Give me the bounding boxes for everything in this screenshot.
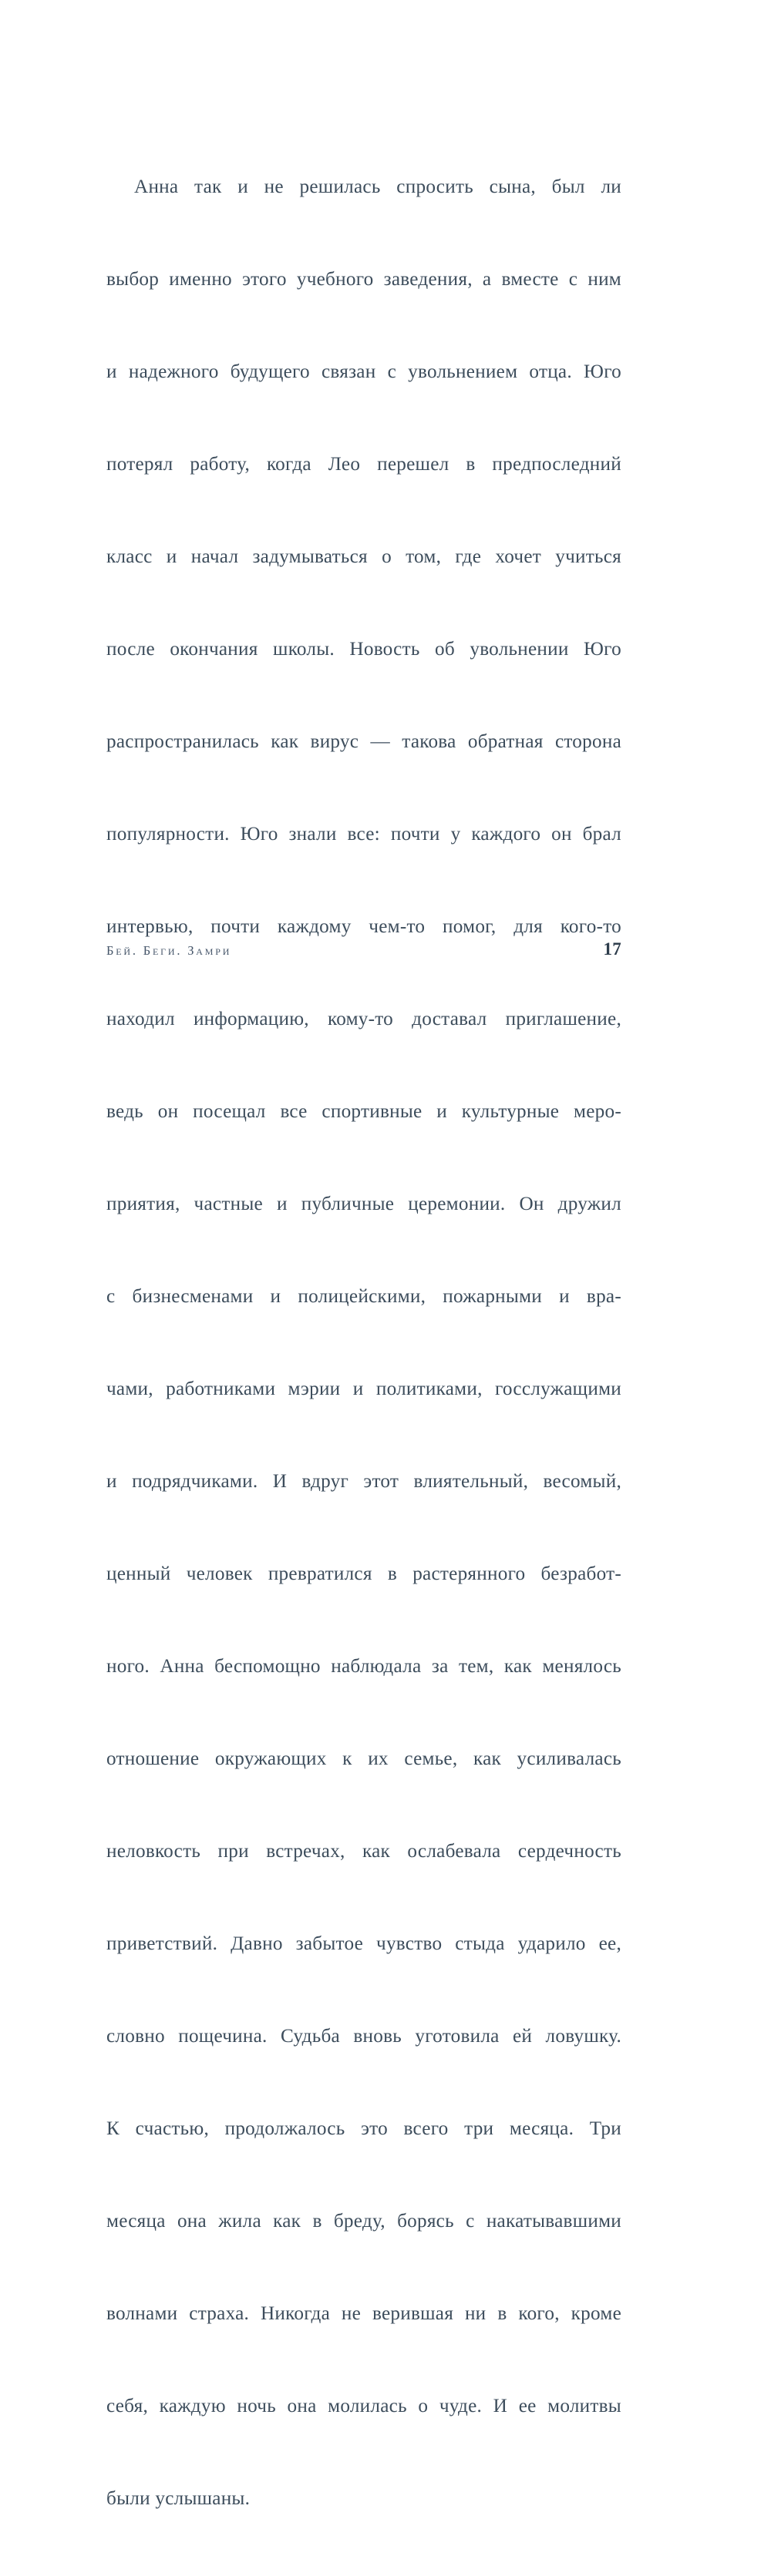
text-line: волнами страха. Никогда не верившая ни в кого, кроме [106, 2303, 621, 2324]
text-line: месяца она жила как в бреду, борясь с накатывавшими [106, 2211, 621, 2232]
text-line: К счастью, продолжалось это всего три месяца. Три [106, 2118, 621, 2139]
text-line: приятия, частные и публичные церемонии. Он дружил [106, 1194, 621, 1214]
text-line: распространилась как вирус — такова обратная сторона [106, 731, 621, 752]
text-line: Анна так и не решилась спросить сына, был ли [134, 176, 621, 197]
page-number: 17 [603, 939, 621, 959]
text-line: ценный человек превратился в растерянного безработ- [106, 1563, 621, 1584]
text-line: класс и начал задумываться о том, где хочет учиться [106, 546, 621, 567]
text-line: себя, каждую ночь она молилась о чуде. И ее молитвы [106, 2396, 621, 2416]
running-head: Бей. Беги. Замри [106, 943, 232, 958]
body-paragraph [106, 110, 621, 2576]
text-line: неловкость при встречах, как ослабевала сердечность [106, 1841, 621, 1862]
text-line: приветствий. Давно забытое чувство стыда ударило ее, [106, 1933, 621, 1954]
text-line: после окончания школы. Новость об увольнении Юго [106, 639, 621, 660]
page-body [106, 110, 621, 2576]
page-footer [106, 939, 621, 959]
text-line: чами, работниками мэрии и политиками, госслужащими [106, 1379, 621, 1399]
text-line: ведь он посещал все спортивные и культурные меро- [106, 1101, 621, 1122]
text-line: словно пощечина. Судьба вновь уготовила ей ловушку. [106, 2026, 621, 2047]
text-line: и подрядчиками. И вдруг этот влиятельный, весомый, [106, 1471, 621, 1492]
text-line: популярности. Юго знали все: почти у каждого он брал [106, 824, 621, 845]
text-line: находил информацию, кому-то доставал приглашение, [106, 1009, 621, 1029]
text-line: и надежного будущего связан с увольнением отца. Юго [106, 361, 621, 382]
text-line: отношение окружающих к их семье, как усиливалась [106, 1748, 621, 1769]
text-line: с бизнесменами и полицейскими, пожарными и вра- [106, 1286, 621, 1307]
text-line: были услышаны. [106, 2488, 251, 2509]
text-line: ного. Анна беспомощно наблюдала за тем, как менялось [106, 1656, 621, 1677]
text-line: выбор именно этого учебного заведения, а вместе с ним [106, 269, 621, 290]
text-line: потерял работу, когда Лео перешел в предпоследний [106, 454, 621, 475]
text-line: интервью, почти каждому чем-то помог, для кого-то [106, 916, 621, 937]
